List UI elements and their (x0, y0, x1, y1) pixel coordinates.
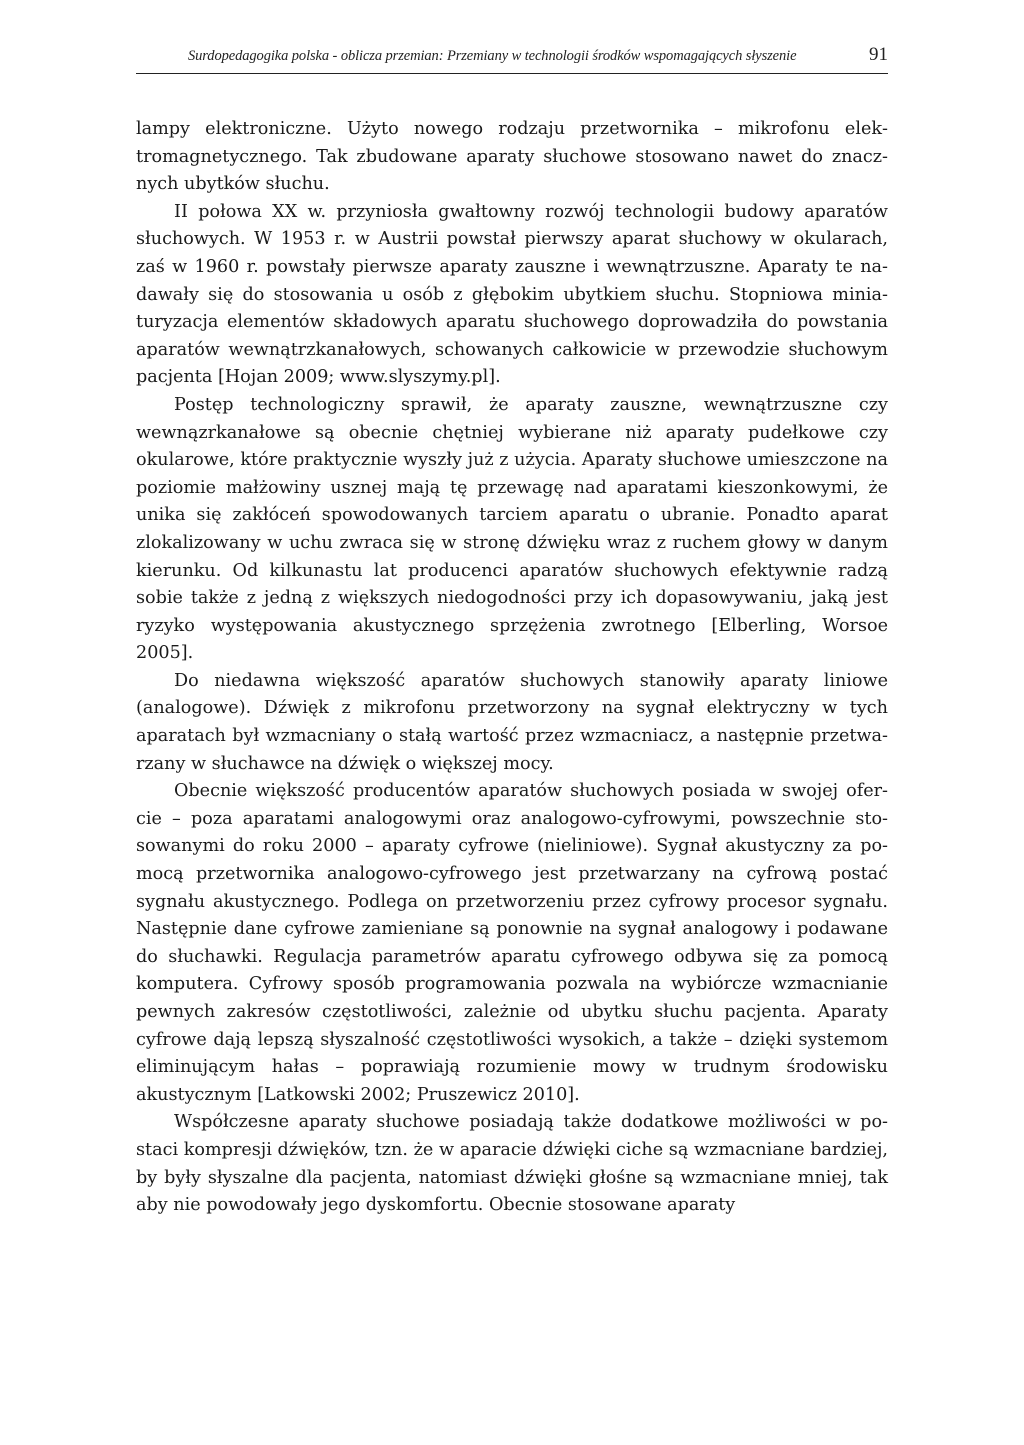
paragraph: Do niedawna większość aparatów słuchowych stanowiły aparaty liniowe (analogowe). Dźwięk z mikrofonu przetworzony na sygnał elektryczny w tych aparatach był wzmacniany o stałą wartość przez wzmacniacz, a następnie przetwarzany w słuchawce na dźwięk o większej mocy. (136, 670, 888, 774)
paragraph: Współczesne aparaty słuchowe posiadają także dodatkowe możliwości w postaci kompresji dźwięków, tzn. że w aparacie dźwięki ciche są wzmacniane bardziej, by były słyszalne dla pacjenta, natomiast dźwięki głośne są wzmacniane mniej, tak aby nie powodowały jego dyskomfortu. Obecnie stosowane aparaty (136, 1112, 888, 1216)
paragraph: Postęp technologiczny sprawił, że aparaty zauszne, wewnątrzuszne czy wewnązrkanałowe są obecnie chętniej wybierane niż aparaty pudełkowe czy okularowe, które praktycznie wyszły już z użycia. Aparaty słuchowe umieszczone na poziomie małżowiny usznej mają tę przewagę nad aparatami kieszonkowymi, że unika się zakłóceń spowodowanych tarciem aparatu o ubranie. Ponadto aparat zlokalizowany w uchu zwraca się w stronę dźwięku wraz z ruchem głowy w danym kierunku. Od kilkunastu lat producenci aparatów słuchowych efektywnie radzą sobie także z jedną z większych niedogodności przy ich dopasowywaniu, jaką jest ryzyko występowania akustycznego sprzężenia zwrotnego [Elberling, Worsoe 2005]. (136, 394, 888, 664)
running-header-title: Surdopedagogika polska - oblicza przemian: Przemiany w technologii środków wspomagających słyszenie (188, 48, 797, 64)
document-page (136, 44, 888, 1220)
paragraph: Obecnie większość producentów aparatów słuchowych posiada w swojej ofercie – poza aparatami analogowymi oraz analogowo-cyfrowymi, powszechnie stosowanymi do roku 2000 – aparaty cyfrowe (nieliniowe). Sygnał akustyczny za pomocą przetwornika analogowo-cyfrowego jest przetwarzany na cyfrową postać sygnału akustycznego. Podlega on przetworzeniu przez cyfrowy procesor sygnału. Następnie dane cyfrowe zamieniane są ponownie na sygnał analogowy i podawane do słuchawki. Regulacja parametrów aparatu cyfrowego odbywa się za pomocą komputera. Cyfrowy sposób programowania pozwala na wybiórcze wzmacnianie pewnych zakresów częstotliwości, zależnie od ubytku słuchu pacjenta. Aparaty cyfrowe dają lepszą słyszalność częstotliwości wysokich, a także – dzięki systemom eliminującym hałas – poprawiają rozumienie mowy w trudnym środowisku akustycznym [Latkowski 2002; Pruszewicz 2010]. (136, 781, 888, 1105)
paragraph: II połowa XX w. przyniosła gwałtowny rozwój technologii budowy aparatów słuchowych. W 1953 r. w Austrii powstał pierwszy aparat słuchowy w okularach, zaś w 1960 r. powstały pierwsze aparaty zauszne i wewnątrzuszne. Aparaty te nadawały się do stosowania u osób z głębokim ubytkiem słuchu. Stopniowa miniaturyzacja elementów składowych aparatu słuchowego doprowadziła do powstania aparatów wewnątrzkanałowych, schowanych całkowicie w przewodzie słuchowym pacjenta [Hojan 2009; www.slyszymy.pl]. (136, 201, 888, 388)
page-number: 91 (869, 44, 888, 65)
body-text (136, 116, 888, 1220)
paragraph-continued: lampy elektroniczne. Użyto nowego rodzaju przetwornika – mikrofonu elektromagnetycznego. Tak zbudowane aparaty słuchowe stosowano nawet do znacznych ubytków słuchu. (136, 119, 888, 195)
running-header (136, 44, 888, 74)
